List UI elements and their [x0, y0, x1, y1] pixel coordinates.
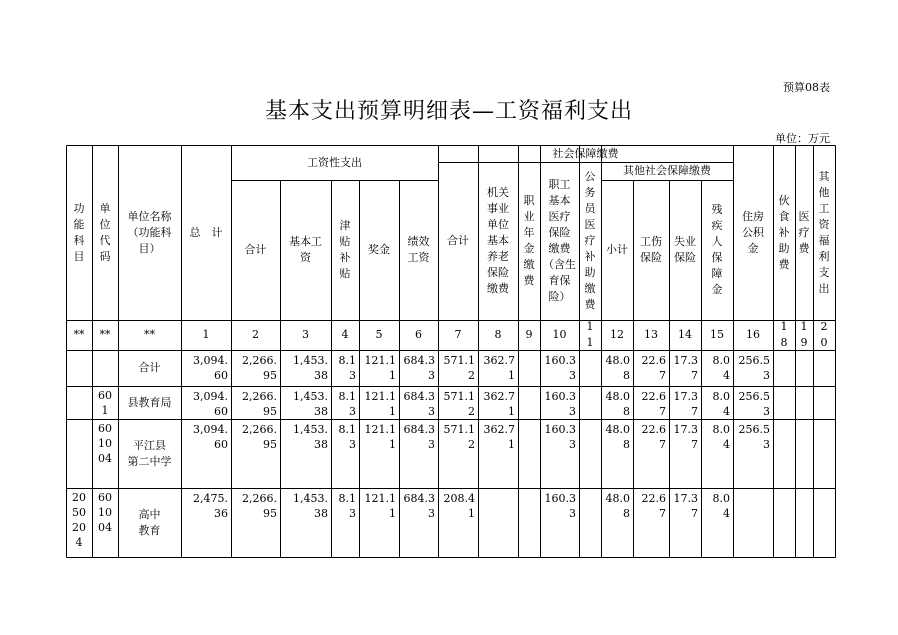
header-pension: 机关 事业 单位 基本 养老 保险 缴费: [487, 186, 509, 295]
table-cell-value: 22.6 7: [641, 390, 666, 418]
table-cell-name: 高中 教育: [138, 507, 161, 537]
header-total: 总 计: [189, 225, 223, 239]
table-cell-value: 48.0 8: [605, 354, 630, 382]
table-cell-value: 362.7 1: [483, 354, 515, 382]
table-cell-value: 2,266. 95: [242, 492, 277, 520]
header-civil-medical: 公 务 员 医 疗 补 助 缴 费: [584, 170, 596, 311]
table-cell-value: 684.3 3: [403, 423, 435, 451]
table-cell-value: 362.7 1: [483, 390, 515, 418]
table-cell-value: 256.5 3: [738, 423, 770, 451]
header-wage-group: 工资性支出: [307, 155, 362, 169]
table-cell-value: 17.3 7: [673, 390, 698, 418]
table-cell-value: 8.1 3: [338, 492, 356, 520]
header-other-group: 其他社会保障缴费: [623, 164, 711, 177]
index-cell: 15: [710, 328, 724, 341]
table-cell-value: 256.5 3: [738, 354, 770, 382]
unit-label: 单位：万元: [775, 132, 830, 145]
table-cell-value: 684.3 3: [403, 390, 435, 418]
index-cell: 1 1: [586, 320, 594, 349]
table-cell-value: 121.1 1: [364, 354, 396, 382]
page-title: 基本支出预算明细表—工资福利支出: [264, 99, 633, 124]
table-cell-value: 22.6 7: [641, 354, 666, 382]
table-cell-value: 2,266. 95: [242, 354, 277, 382]
table-cell-value: 160.3 3: [544, 423, 576, 451]
table-cell-value: 121.1 1: [364, 492, 396, 520]
table-cell-value: 160.3 3: [544, 354, 576, 382]
index-cell: 2 0: [820, 320, 828, 349]
header-medical: 职工 基本 医疗 保险 缴费 （含生 育保 险）: [543, 178, 576, 303]
table-cell-value: 1,453. 38: [293, 423, 328, 451]
index-cell: 1 9: [800, 320, 808, 349]
table-cell-value: 571.1 2: [443, 354, 475, 382]
header-func-code: 功 能 科 目: [73, 201, 85, 263]
table-cell-code: 20 50 20 4: [72, 491, 86, 549]
header-social-group: 社会保障缴费: [552, 146, 619, 160]
table-cell-value: 8.1 3: [338, 423, 356, 451]
table-cell-name: 平江县 第二中学: [127, 438, 172, 468]
index-cell: 8: [494, 328, 502, 341]
index-cell: 14: [678, 328, 692, 341]
table-cell-value: 208.4 1: [443, 492, 475, 520]
header-wage-total: 合计: [244, 243, 267, 256]
document-number: 预算08表: [783, 81, 830, 94]
header-annuity: 职 业 年 金 缴 费: [523, 194, 535, 287]
table-cell-value: 571.1 2: [443, 390, 475, 418]
table-cell-code: 60 10 04: [98, 422, 112, 465]
table-cell-value: 17.3 7: [673, 492, 698, 520]
header-basic-wage: 基本工 资: [289, 235, 322, 264]
table-cell-value: 3,094. 60: [193, 390, 228, 418]
table-cell-value: 48.0 8: [605, 423, 630, 451]
index-cell: 13: [644, 328, 658, 341]
table-cell-value: 8.1 3: [338, 390, 356, 418]
index-cell: 2: [252, 328, 259, 341]
header-bonus: 奖金: [368, 243, 390, 256]
table-cell-value: 362.7 1: [483, 423, 515, 451]
header-unit-code: 单 位 代 码: [99, 201, 111, 263]
index-cell: 3: [302, 328, 309, 341]
header-unemployment: 失业 保险: [674, 235, 696, 264]
table-cell-value: 121.1 1: [364, 390, 396, 418]
table-cell-value: 1,453. 38: [293, 390, 328, 418]
table-cell-value: 121.1 1: [364, 423, 396, 451]
header-medical-fee: 医 疗 费: [798, 209, 810, 255]
table-cell-value: 160.3 3: [544, 492, 576, 520]
table-cell-code: 60 1: [98, 389, 112, 417]
index-cell: 10: [552, 328, 567, 341]
table-cell-value: 571.1 2: [443, 423, 475, 451]
index-cell: 9: [525, 328, 533, 341]
table-cell-value: 160.3 3: [544, 390, 576, 418]
table-cell-value: 8.1 3: [338, 354, 356, 382]
table-cell-value: 3,094. 60: [193, 423, 228, 451]
index-cell: 1: [202, 328, 210, 341]
table-cell-value: 3,094. 60: [193, 354, 228, 382]
index-cell: 1 8: [780, 320, 788, 349]
header-other-subtotal: 小计: [606, 243, 628, 256]
header-other-welfare: 其 他 工 资 福 利 支 出: [818, 169, 830, 295]
header-allowance: 津 贴 补 贴: [339, 219, 351, 280]
table-cell-value: 684.3 3: [403, 492, 435, 520]
table-cell-value: 22.6 7: [641, 423, 666, 451]
table-cell-value: 1,453. 38: [293, 492, 328, 520]
table-cell-value: 2,266. 95: [242, 423, 277, 451]
header-unit-name: 单位名称 （功能科 目）: [127, 209, 172, 255]
index-cell: **: [73, 328, 85, 341]
header-disabled: 残 疾 人 保 障 金: [711, 203, 723, 296]
header-injury: 工伤 保险: [640, 235, 662, 264]
table-cell-value: 8.0 4: [712, 390, 730, 418]
index-cell: 5: [375, 328, 383, 341]
table-cell-name: 合计: [138, 361, 161, 374]
table-cell-value: 22.6 7: [641, 492, 666, 520]
table-cell-value: 8.0 4: [712, 423, 730, 451]
index-cell: 6: [415, 328, 422, 341]
table-cell-value: 8.0 4: [712, 354, 730, 382]
index-cell: **: [144, 328, 155, 341]
table-cell-value: 2,475. 36: [193, 492, 228, 520]
header-meal: 伙 食 补 助 费: [778, 193, 790, 271]
table-cell-value: 1,453. 38: [293, 354, 328, 382]
table-cell-value: 48.0 8: [605, 390, 630, 418]
header-social-total: 合计: [447, 234, 469, 247]
header-housing: 住房 公积 金: [742, 209, 764, 255]
table-cell-name: 县教育局: [127, 395, 172, 409]
table-cell-value: 2,266. 95: [242, 390, 277, 418]
table-cell-value: 8.0 4: [712, 492, 730, 520]
table-cell-value: 17.3 7: [673, 423, 698, 451]
index-cell: 16: [746, 328, 760, 341]
table-cell-code: 60 10 04: [98, 491, 112, 534]
index-cell: 7: [454, 328, 462, 341]
index-cell: **: [99, 328, 111, 341]
table-cell-value: 684.3 3: [403, 354, 435, 382]
header-perf-wage: 绩效 工资: [407, 235, 430, 264]
index-cell: 4: [341, 328, 349, 341]
table-cell-value: 17.3 7: [673, 354, 698, 382]
table-cell-value: 48.0 8: [605, 492, 630, 520]
index-cell: 12: [610, 328, 624, 341]
table-cell-value: 256.5 3: [738, 390, 770, 418]
